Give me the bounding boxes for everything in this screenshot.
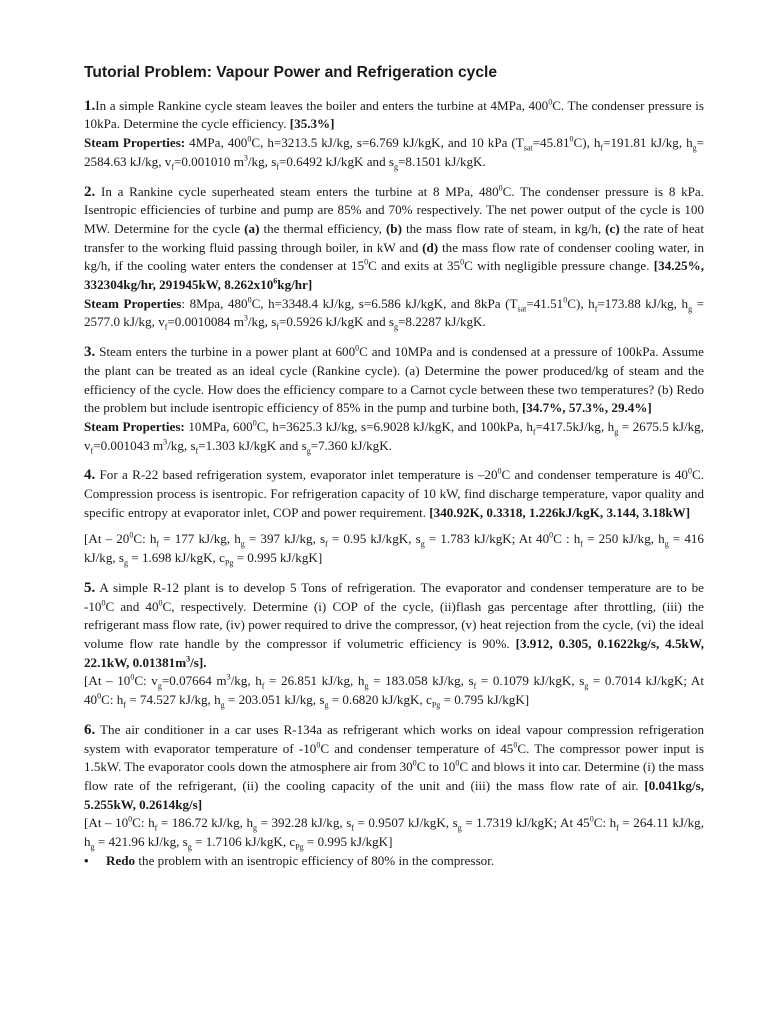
- problem-3-statement: 3. Steam enters the turbine in a power plant at $600^0C$ and 10MPa and is condensed at a pressure of 100kPa. Assume the plant can be treated as an ideal cycle (Rankine cycle). (a) Determine the power produced/kg of steam and the efficiency of the cycle. How does the efficiency compare to a Carnot cycle between these two temperatures? (b) Redo the problem but include isentropic efficiency of 85% in the pump and turbine both, [34.7%, 57.3%, 29.4%]: [84, 343, 704, 416]
- document-page: [84, 64, 704, 881]
- problem-1-properties: Steam Properties: 4MPa, $400^0C$, h=3213.5 kJ/kg, s=6.769 kJ/kgK, and 10 kPa $(T_{sat}=45.81^0C)$, $h_f=191.81$ kJ/kg, $h_g= 2584.63$ kJ/kg, $v_f=0.001010$ $m^3/kg$, $s_f=0.6492$ kJ/kgK and $s_g=8.1501$ kJ/kgK.: [84, 134, 705, 172]
- problem-6-statement: 6. The air conditioner in a car uses R-134a as refrigerant which works on ideal vapour compression refrigeration system with evaporator temperature of $-10^0C$ and condenser temperature of $45^0C$. The compressor power input is 1.5kW. The evaporator cools down the atmosphere air from $30^0C$ to $10^0C$ and blows it into car. Determine (i) the mass flow rate of the refrigerant, (ii) the cooling capacity of the unit and (iii) the mass flow rate of air. [0.041kg/s, 5.255kW, 0.2614kg/s]: [84, 721, 704, 812]
- problem-4: [84, 466, 704, 568]
- bullet-item: • Redo the problem with an isentropic efficiency of 80% in the compressor.: [84, 852, 704, 871]
- answer: [35.3%]: [289, 116, 335, 132]
- bullet-icon: •: [84, 852, 89, 868]
- problem-6-properties: [$At - 10^0C$: $h_f = 186.72$ kJ/kg, $h_g = 392.28$ kJ/kg, $s_f = 0.9507$ kJ/kgK, $s_g = 1.7319$ kJ/kgK; At $45^0C$: $h_f = 264.11$ kJ/kg, $h_g = 421.96$ kJ/kg, $s_g = 1.7106$ kJ/kgK, $c_{Pg} = 0.995$ kJ/kgK]: [84, 814, 704, 852]
- problem-5: [84, 579, 704, 710]
- problem-number: 1.: [84, 97, 96, 114]
- problem-3: [84, 343, 704, 455]
- problem-number: 3.: [84, 344, 96, 361]
- problem-3-properties: Steam Properties: 10MPa, $600^0C$, h=3625.3 kJ/kg, s=6.9028 kJ/kgK, and 100kPa, $h_f=417.5kJ/kg$, $h_g = 2675.5$ kJ/kg, $v_f=0.001043$ $m^3/kg$, $s_f=1.303$ kJ/kgK and $s_g=7.360$ kJ/kgK.: [84, 418, 704, 456]
- problem-number: 2.: [84, 183, 96, 200]
- answer: [0.041kg/s, 5.255kW, 0.2614kg/s]: [84, 777, 704, 812]
- problem-number: 5.: [84, 579, 96, 596]
- problem-2-properties: Steam Properties: 8Mpa, $480^0C$, h=3348.4 kJ/kg, s=6.586 kJ/kgK, and 8kPa $(T_{sat}=41.51^0C)$, $h_f=173.88$ kJ/kg, $h_g = 2577.0$ kJ/kg, $v_f=0.0010084$ $m^3/kg$, $s_f=0.5926$ kJ/kgK and $s_g=8.2287$ kJ/kgK.: [84, 295, 704, 333]
- problem-2-statement: 2. In a Rankine cycle superheated steam enters the turbine at 8 MPa, $480^0C$. The condenser pressure is 8 kPa. Isentropic efficiencies of turbine and pump are 85% and 70% respectively. The net power output of the cycle is 100 MW. Determine for the cycle (a) the thermal efficiency, (b) the mass flow rate of steam, in kg/h, (c) the rate of heat transfer to the working fluid passing through boiler, in kW and (d) the mass flow rate of condenser cooling water, in kg/h, if the cooling water enters the condenser at $15^0C$ and exits at $35^0C$ with negligible pressure change. [34.25%, 332304kg/hr, 291945kW, $8.262x10^6kg/hr$]: [84, 183, 705, 293]
- problem-1: [84, 97, 704, 172]
- answer: [340.92K, 0.3318, 1.226kJ/kgK, 3.144, 3.18kW]: [429, 504, 691, 520]
- answer: [3.912, 0.305, 0.1622kg/s, 4.5kW, 22.1kW, $0.01381m^3/s$].: [84, 635, 704, 670]
- problem-5-statement: 5. A simple R-12 plant is to develop 5 Tons of refrigeration. The evaporator and condenser temperature are to be $-10^0C$ and $40^0C$, respectively. Determine (i) COP of the cycle, (ii)flash gas percentage after throttling, (iii) the refrigerant mass flow rate, (iv) power required to drive the compressor, (v) heat rejection from the cycle, (vi) the ideal volume flow rate handle by the compressor if volumetric efficiency is 90%. [3.912, 0.305, 0.1622kg/s, 4.5kW, 22.1kW, $0.01381m^3/s$].: [84, 579, 704, 670]
- problem-5-properties: [$At - 10^0C$: $v_g=0.07664$ $m^3/kg$, $h_f = 26.851$ kJ/kg, $h_g = 183.058$ kJ/kg, $s_f = 0.1079$ kJ/kgK, $s_g = 0.7014$ kJ/kgK; At $40^0C$: $h_f = 74.527$ kJ/kg, $h_g = 203.051$ kJ/kg, $s_g = 0.6820$ kJ/kgK, $c_{Pg} = 0.795$ kJ/kgK]: [84, 673, 704, 710]
- problem-4-properties: [$At - 20^0C$: $h_f = 177$ kJ/kg, $h_g = 397$ kJ/kg, $s_f = 0.95$ kJ/kgK, $s_g = 1.783$ kJ/kgK; At $40^0C$ : $h_f = 250$ kJ/kg, $h_g = 416$ kJ/kg, $s_g = 1.698$ kJ/kgK, $c_{Pg} = 0.995$ kJ/kgK]: [84, 531, 704, 568]
- problem-4-statement: 4. For a R-22 based refrigeration system, evaporator inlet temperature is $-20^0C$ and condenser temperature is $40^0C$. Compression process is isentropic. For refrigeration capacity of 10 kW, find discharge temperature, vapor quality and specific entropy at evaporator inlet, COP and power requirement. [340.92K, 0.3318, 1.226kJ/kgK, 3.144, 3.18kW]: [84, 467, 704, 520]
- problem-6: [84, 721, 704, 871]
- problem-1-statement: 1.In a simple Rankine cycle steam leaves the boiler and enters the turbine at 4MPa, $400^0C$. The condenser pressure is 10kPa. Determine the cycle efficiency. [35.3%]: [84, 97, 704, 132]
- problem-2: [84, 183, 704, 333]
- problem-number: 6.: [84, 721, 96, 738]
- answer: [34.25%, 332304kg/hr, 291945kW, $8.262x10^6kg/hr$]: [84, 258, 704, 293]
- page-title: Tutorial Problem: Vapour Power and Refrigeration cycle: [84, 64, 498, 81]
- properties-label: Steam Properties: [84, 295, 182, 311]
- properties-label: Steam Properties:: [84, 135, 186, 151]
- answer: [34.7%, 57.3%, 29.4%]: [521, 400, 652, 416]
- problem-number: 4.: [84, 467, 96, 484]
- properties-label: Steam Properties:: [84, 418, 185, 434]
